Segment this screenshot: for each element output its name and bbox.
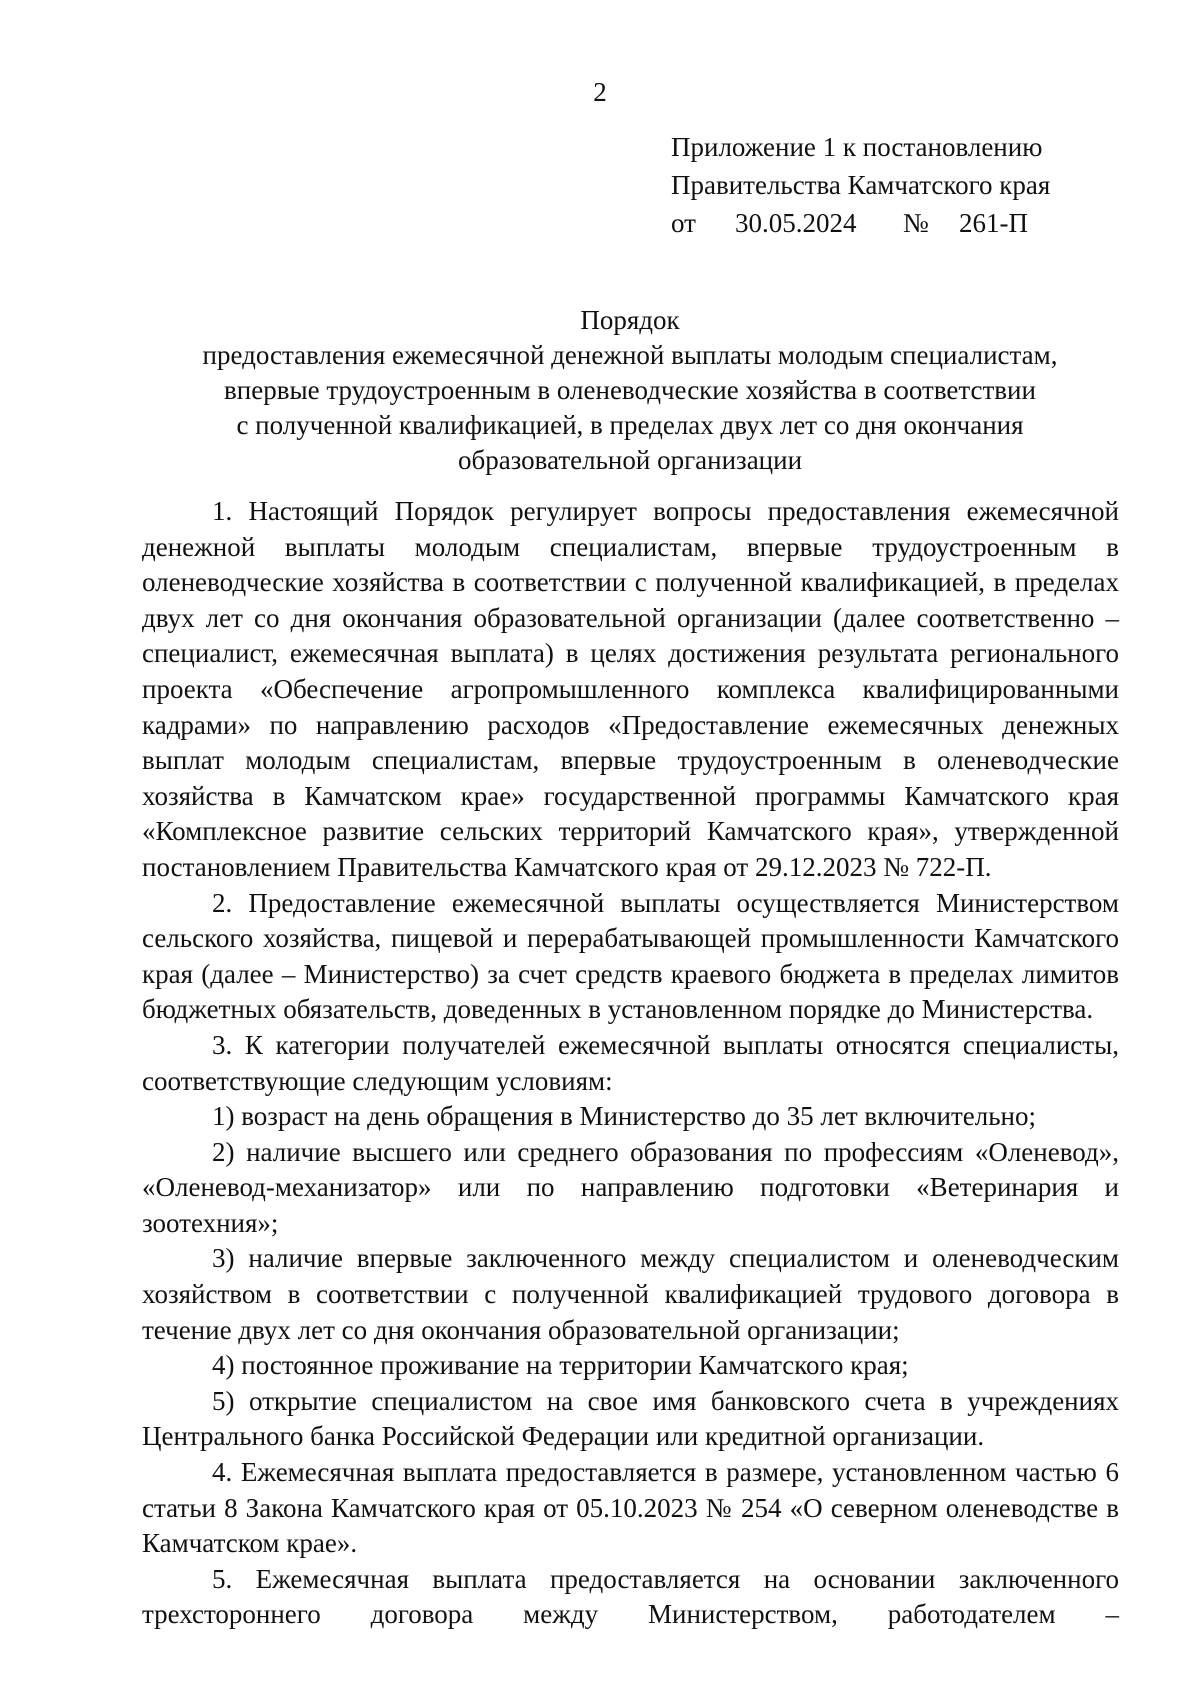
document-body [142,494,1119,1633]
paragraph: 2. Предоставление ежемесячной выплаты осуществляется Министерством сельского хозяйства, пищевой и перерабатывающей промышленности Камчатского края (далее – Министерство) за счет средств краевого бюджета в пределах лимитов бюджетных обязательств, доведенных в установленном порядке до Министерства. [142,887,1119,1025]
title-heading: Порядок [580,305,680,335]
appendix-line-1: Приложение 1 к постановлению [671,132,1043,162]
paragraph: 5. Ежемесячная выплата предоставляется на основании заключенного трехстороннего договора между Министерством, работодателем – [142,1563,1119,1630]
resolution-date: 30.05.2024 [735,208,857,238]
title-line-3: с полученной квалификацией, в пределах двух лет со дня окончания [236,410,1024,440]
resolution-number: 261-П [959,208,1028,238]
appendix-line-2: Правительства Камчатского края [671,170,1051,200]
from-label: от [671,208,696,238]
paragraph: 2) наличие высшего или среднего образования по профессиям «Оленевод», «Оленевод-механизатор» или по направлению подготовки «Ветеринария и зоотехния»; [142,1136,1119,1238]
title-line-2: впервые трудоустроенным в оленеводческие хозяйства в соответствии [224,375,1036,405]
paragraph: 4) постоянное проживание на территории Камчатского края; [212,1350,909,1381]
paragraph: 3. К категории получателей ежемесячной выплаты относятся специалисты, соответствующие следующим условиям: [142,1029,1119,1096]
paragraph: 3) наличие впервые заключенного между специалистом и оленеводческим хозяйством в соответствии с полученной квалификацией трудового договора в течение двух лет со дня окончания образовательной организации; [142,1243,1119,1345]
appendix-date-row [671,204,1050,242]
paragraph: 1) возраст на день обращения в Министерство до 35 лет включительно; [212,1101,1036,1132]
title-line-1: предоставления ежемесячной денежной выплаты молодым специалистам, [202,340,1058,370]
number-sign: № [903,208,929,238]
paragraph: 4. Ежемесячная выплата предоставляется в размере, установленном частью 6 статьи 8 Закона Камчатского края от 05.10.2023 № 254 «О северном оленеводстве в Камчатском крае». [142,1457,1119,1559]
title-line-4: образовательной организации [457,445,803,475]
paragraph: 5) открытие специалистом на свое имя банковского счета в учреждениях Центрального банка Российской Федерации или кредитной организации. [142,1385,1119,1452]
appendix-header [671,128,1050,242]
page-number: 2 [593,77,607,107]
paragraph: 1. Настоящий Порядок регулирует вопросы предоставления ежемесячной денежной выплаты молодым специалистам, впервые трудоустроенным в оленеводческие хозяйства в соответствии с полученной квалификацией, в пределах двух лет со дня окончания образовательной организации (далее соответственно – специалист, ежемесячная выплата) в целях достижения результата регионального проекта «Обеспечение агропромышленного комплекса квалифицированными кадрами» по направлению расходов «Предоставление ежемесячных денежных выплат молодым специалистам, впервые трудоустроенным в оленеводческие хозяйства в Камчатском крае» государственной программы Камчатского края «Комплексное развитие сельских территорий Камчатского края», утвержденной постановлением Правительства Камчатского края от 29.12.2023 № 722-П. [142,496,1119,882]
document-title [140,303,1120,478]
